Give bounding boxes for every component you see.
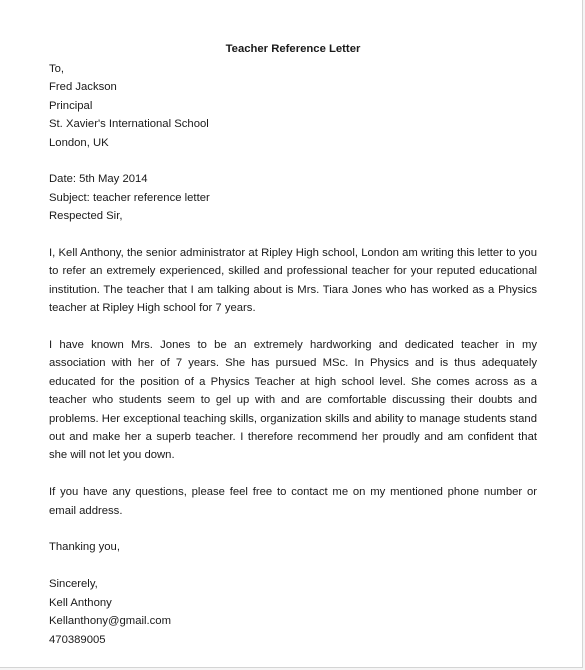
letter-date: Date: 5th May 2014 [49, 173, 148, 186]
recipient-location: London, UK [49, 136, 109, 149]
recipient-name: Fred Jackson [49, 81, 117, 94]
spacer [49, 318, 537, 336]
signature-name: Kell Anthony [49, 596, 112, 609]
spacer [49, 465, 537, 483]
recipient-role: Principal [49, 99, 93, 112]
recipient-school: St. Xavier's International School [49, 118, 209, 131]
spacer [49, 226, 537, 244]
paragraph-introduction: I, Kell Anthony, the senior administrator at Ripley High school, London am writing this letter to you to refer an extremely experienced, skilled and professional teacher for your reputed educational institution. The teacher that I am talking about is Mrs. Tiara Jones who has worked as a Physics teacher at Ripley High school for 7 years. [49, 247, 537, 315]
spacer [49, 557, 537, 575]
spacer [49, 152, 537, 170]
letter-title: Teacher Reference Letter [225, 43, 361, 55]
letter-closing: Sincerely, [49, 578, 98, 591]
letter-body [49, 40, 537, 649]
paragraph-assessment: I have known Mrs. Jones to be an extremely hardworking and dedicated teacher in my association with her of 7 years. She has pursued MSc. In Physics and is thus adequately educated for the position of a Physics Teacher at high school level. She comes across as a teacher who students seem to gel up with and are comfortable discussing their doubts and problems. Her exceptional teaching skills, organization skills and ability to manage students stand out and make her a superb teacher. I therefore recommend her proudly and am confident that she will not let you down. [49, 339, 537, 462]
letter-greeting: Respected Sir, [49, 210, 123, 223]
letter-subject: Subject: teacher reference letter [49, 191, 210, 204]
recipient-block [49, 60, 537, 152]
signature-phone: 470389005 [49, 633, 106, 646]
spacer [49, 520, 537, 538]
signature-email: Kellanthony@gmail.com [49, 615, 171, 628]
paragraph-contact: If you have any questions, please feel free to contact me on my mentioned phone number or email address. [49, 486, 537, 517]
recipient-to: To, [49, 63, 65, 75]
letter-thanks: Thanking you, [49, 541, 120, 554]
